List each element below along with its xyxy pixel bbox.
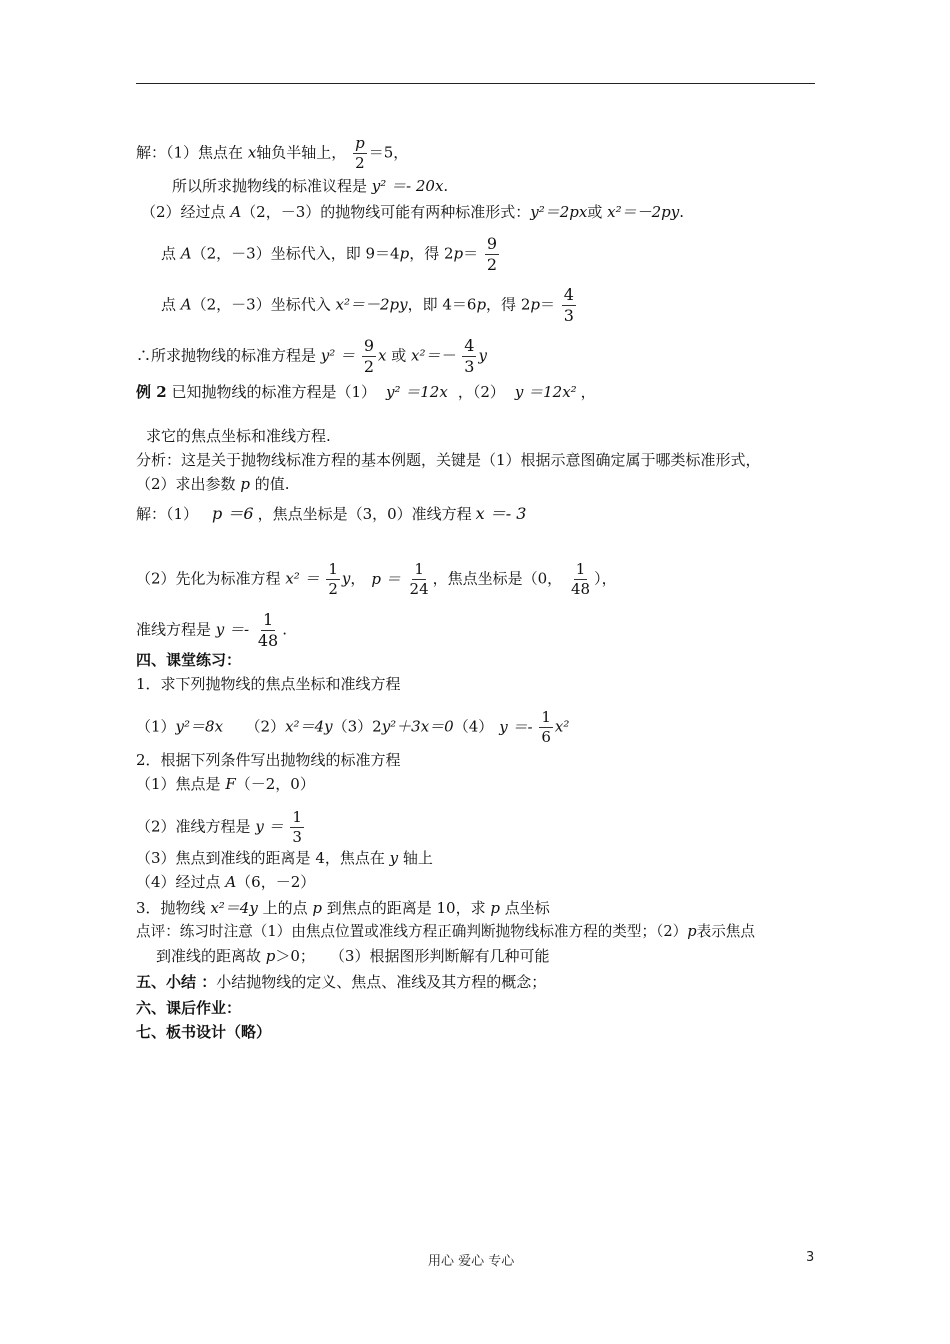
analysis-line-1: 分析：这是关于抛物线标准方程的基本例题，关键是（1）根据示意图确定属于哪类标准形式， xyxy=(136,451,761,469)
solution-2-line-1: 解：（1） p ＝6 ，焦点坐标是（3，0）准线方程 x ＝- 3 xyxy=(136,504,527,523)
fraction: $\frac{1}{3}$ xyxy=(292,808,302,846)
fraction: $\frac{4}{3}$ xyxy=(563,285,574,325)
exercise-2-item-2: （2）准线方程是 y ＝ $\frac{1}{3}$ xyxy=(136,808,302,846)
fraction: $\frac{p}{2}$ xyxy=(355,134,365,172)
analysis-line-2: （2）求出参数 p 的值. xyxy=(136,475,290,493)
fraction: $\frac{1}{48}$ xyxy=(257,610,279,650)
solution-line-5: 点 A（2，－3）坐标代入 x²＝－2py，即 4＝6p，得 2p＝ $\frac{4}{3}$ xyxy=(161,285,574,325)
exercise-3: 3．抛物线 x²＝4y 上的点 p 到焦点的距离是 10，求 p 点坐标 xyxy=(136,899,550,917)
solution-line-2: 所以所求抛物线的标准议程是 y² ＝- 20x. xyxy=(172,177,449,195)
exercise-2-item-3: （3）焦点到准线的距离是 4，焦点在 y 轴上 xyxy=(136,849,433,867)
fraction: $\frac{1}{6}$ xyxy=(541,708,551,746)
page-number: 3 xyxy=(806,1250,815,1265)
fraction: $\frac{4}{3}$ xyxy=(464,336,475,376)
solution-line-4: 点 A（2，－3）坐标代入，即 9＝4p，得 2p＝ $\frac{9}{2}$ xyxy=(161,234,498,274)
exercise-1-items: （1）y²＝8x （2）x²＝4y（3）2y²＋3x＝0（4） y ＝- $\frac{1}{6}$ x² xyxy=(136,708,570,746)
exercise-2-item-4: （4）经过点 A（6，－2） xyxy=(136,873,316,891)
header-rule xyxy=(136,83,815,84)
directrix-line: 准线方程是 y ＝- $\frac{1}{48}$ . xyxy=(136,610,288,650)
fraction: $\frac{1}{48}$ xyxy=(570,560,591,598)
solution-line-3: （2）经过点 A（2，－3）的抛物线可能有两种标准形式：y²＝2px或 x²＝－2py. xyxy=(141,203,684,221)
fraction: $\frac{9}{2}$ xyxy=(486,234,498,274)
solution-2-line-2: （2）先化为标准方程 x² ＝ $\frac{1}{2}$ y， p ＝ $\frac{1}{24}$ ，焦点坐标是（0， $\frac{1}{48}$ ）， xyxy=(136,560,617,598)
section-heading-7: 七、板书设计（略） xyxy=(136,1023,272,1041)
section-heading-4: 四、课堂练习： xyxy=(136,651,242,669)
fraction: $\frac{9}{2}$ xyxy=(363,336,375,376)
exercise-1: 1．求下列抛物线的焦点坐标和准线方程 xyxy=(136,675,401,693)
example-2-line: 例 2 已知抛物线的标准方程是（1） y² ＝12x ，（2） y ＝12x² ， xyxy=(136,383,596,401)
fraction: $\frac{1}{2}$ xyxy=(328,560,338,598)
solution-line-1: 解：（1）焦点在 x轴负半轴上， $\frac{p}{2}$ ＝5， xyxy=(136,134,409,172)
exercise-2: 2．根据下列条件写出抛物线的标准方程 xyxy=(136,751,401,769)
footer-motto: 用心 爱心 专心 xyxy=(428,1254,515,1269)
comment-line-2: 到准线的距离故 p＞0； （3）根据图形判断解有几种可能 xyxy=(156,947,550,965)
section-heading-5: 五、小结 ：小结抛物线的定义、焦点、准线及其方程的概念； xyxy=(136,973,547,991)
section-heading-6: 六、课后作业： xyxy=(136,999,242,1017)
comment-line-1: 点评：练习时注意（1）由焦点位置或准线方程正确判断抛物线标准方程的类型；（2）p表示焦点 xyxy=(136,923,755,940)
example-2-question: 求它的焦点坐标和准线方程. xyxy=(146,427,331,445)
fraction: $\frac{1}{24}$ xyxy=(409,560,429,598)
solution-line-6: ∴所求抛物线的标准方程是 y² ＝ $\frac{9}{2}$ x 或 x²＝－ $\frac{4}{3}$ y xyxy=(136,336,487,376)
exercise-2-item-1: （1）焦点是 F（－2，0） xyxy=(136,775,315,793)
